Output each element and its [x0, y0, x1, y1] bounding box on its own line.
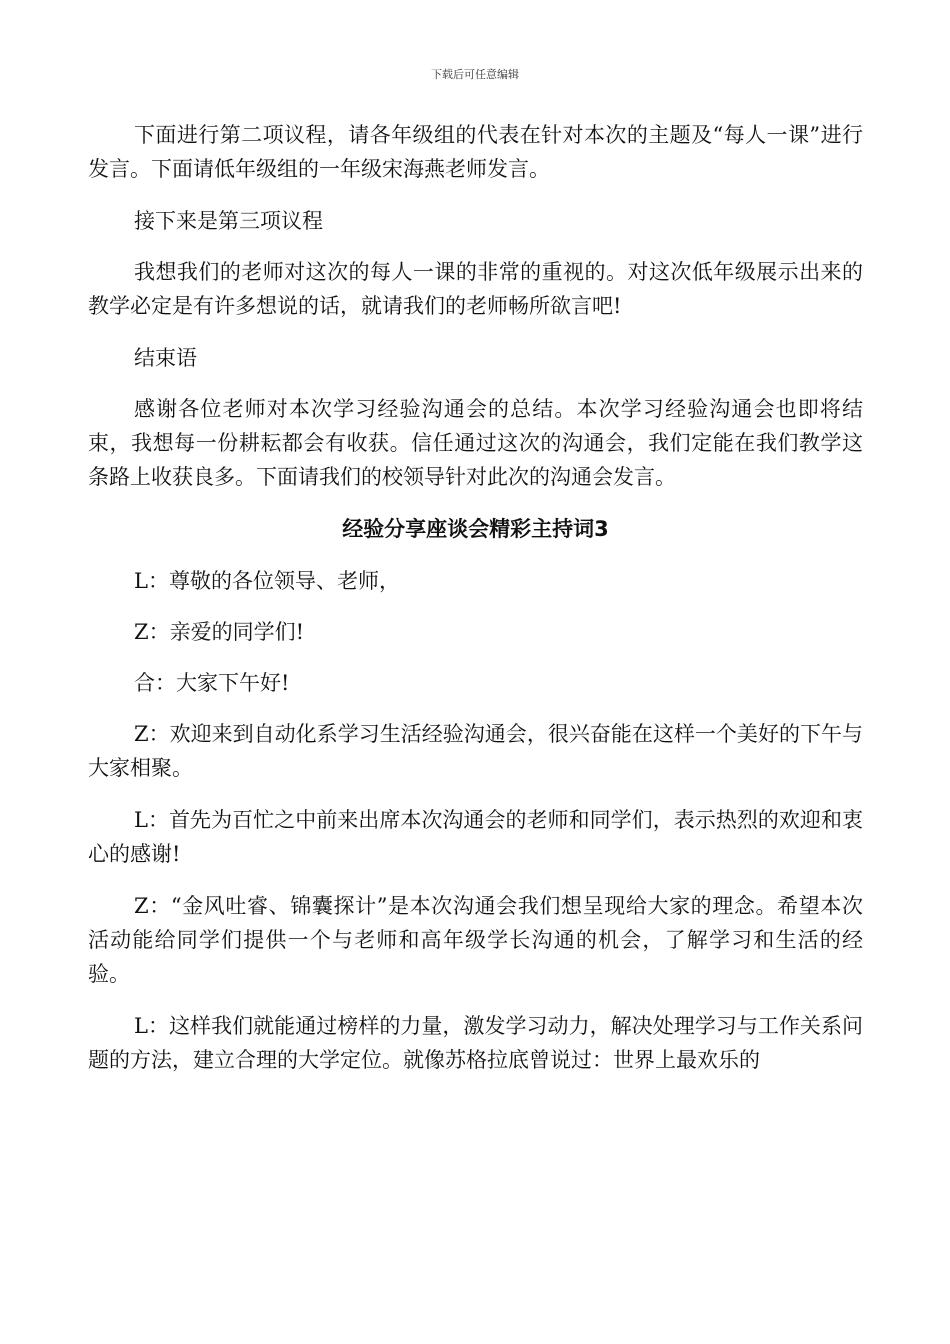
paragraph-welcome: Z：欢迎来到自动化系学习生活经验沟通会，很兴奋能在这样一个美好的下午与大家相聚。 — [88, 722, 863, 780]
paragraph-thanks-attendance: L：首先为百忙之中前来出席本次沟通会的老师和同学们，表示热烈的欢迎和衷心的感谢! — [88, 808, 863, 866]
paragraph-greeting-students: Z：亲爱的同学们! — [134, 620, 305, 644]
document-body — [88, 118, 863, 1095]
header-note: 下载后可任意编辑 — [431, 68, 519, 81]
paragraph-role-model: L：这样我们就能通过榜样的力量，激发学习动力，解决处理学习与工作关系问题的方法，建立合理的大学定位。就像苏格拉底曾说过：世界上最欢乐的 — [88, 1014, 863, 1072]
paragraph-agenda-three: 接下来是第三项议程 — [134, 209, 323, 233]
paragraph-closing-title: 结束语 — [134, 346, 197, 370]
section-heading: 经验分享座谈会精彩主持词3 — [342, 517, 609, 541]
paragraph-teachers-value: 我想我们的老师对这次的每人一课的非常的重视的。对这次低年级展示出来的教学必定是有许多想说的话，就请我们的老师畅所欲言吧! — [88, 260, 863, 318]
paragraph-closing-thanks: 感谢各位老师对本次学习经验沟通会的总结。本次学习经验沟通会也即将结束，我想每一份耕耘都会有收获。信任通过这次的沟通会，我们定能在我们教学这条路上收获良多。下面请我们的校领导针对此次的沟通会发言。 — [88, 397, 863, 489]
paragraph-agenda-two: 下面进行第二项议程，请各年级组的代表在针对本次的主题及“每人一课”进行发言。下面请低年级组的一年级宋海燕老师发言。 — [88, 123, 863, 181]
paragraph-greeting-together: 合：大家下午好! — [134, 671, 290, 695]
paragraph-greeting-leaders: L：尊敬的各位领导、老师， — [134, 569, 400, 593]
paragraph-theme: Z：“金风吐睿、锦囊探计”是本次沟通会我们想呈现给大家的理念。希望本次活动能给同学们提供一个与老师和高年级学长沟通的机会，了解学习和生活的经验。 — [88, 894, 863, 986]
